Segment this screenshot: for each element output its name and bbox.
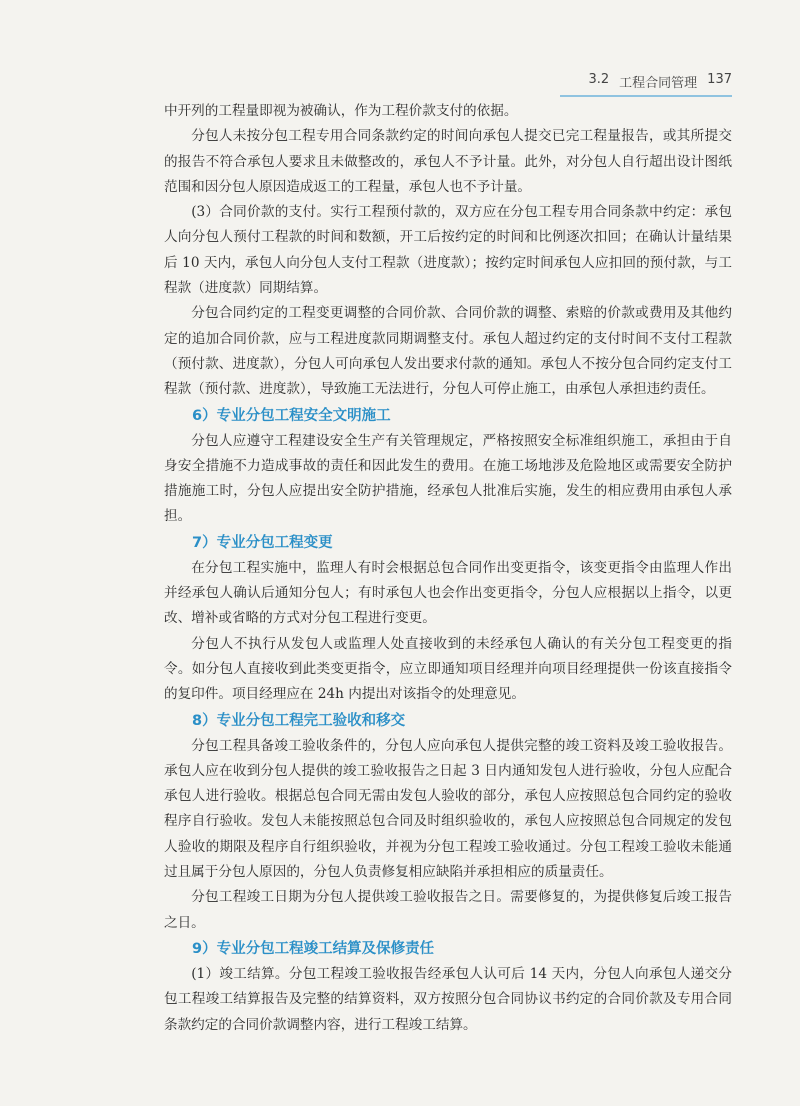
section-heading: 7）专业分包工程变更 (192, 534, 333, 551)
section-title: 工程合同管理 (619, 76, 698, 91)
section-heading: 8）专业分包工程完工验收和移交 (192, 712, 406, 729)
paragraph: 分包工程具备竣工验收条件的，分包人应向承包人提供完整的竣工资料及竣工验收报告。承包人应在收到分包人提供的竣工验收报告之日起 3 日内通知发包人进行验收，分包人应配合承包人进行验收。根据总包合同无需由发包人验收的部分，承包人应按照总包合同约定的验收程序自行验收。发包人未能按照总包合同及时组织验收的，承包人应按照总包合同规定的发包人验收的期限及程序自行组织验收，并视为分包工程竣工验收通过。分包工程竣工验收未能通过且属于分包人原因的，分包人负责修复相应缺陷并承担相应的质量责任。 (164, 737, 732, 881)
section-number: 3.2 (588, 72, 610, 87)
paragraph: 中开列的工程量即视为被确认，作为工程价款支付的依据。 (164, 103, 518, 119)
paragraph: 分包人不执行从发包人或监理人处直接收到的未经承包人确认的有关分包工程变更的指令。如分包人直接收到此类变更指令，应立即通知项目经理并向项目经理提供一份该直接指令的复印件。项目经理应在 24h 内提出对该指令的处理意见。 (164, 635, 732, 703)
paragraph: (1）竣工结算。分包工程竣工验收报告经承包人认可后 14 天内，分包人向承包人递交分包工程竣工结算报告及完整的结算资料，双方按照分包合同协议书约定的合同价款及专用合同条款约定的合同价款调整内容，进行工程竣工结算。 (164, 965, 732, 1033)
page-number: 137 (707, 72, 732, 87)
paragraph: (3）合同价款的支付。实行工程预付款的，双方应在分包工程专用合同条款中约定：承包人向分包人预付工程款的时间和数额，开工后按约定的时间和比例逐次扣回；在确认计量结果后 10 天内，承包人向分包人支付工程款（进度款）；按约定时间承包人应扣回的预付款，与工程款（进度款）同期结算。 (164, 204, 732, 297)
paragraph: 分包工程竣工日期为分包人提供竣工验收报告之日。需要修复的，为提供修复后竣工报告之日。 (164, 889, 732, 931)
page-body (164, 99, 732, 1038)
paragraph: 分包人应遵守工程建设安全生产有关管理规定，严格按照安全标准组织施工，承担由于自身安全措施不力造成事故的责任和因此发生的费用。在施工场地涉及危险地区或需要安全防护措施施工时，分包人应提出安全防护措施，经承包人批准后实施，发生的相应费用由承包人承担。 (164, 432, 732, 525)
running-header (560, 72, 732, 91)
header-rule (560, 95, 732, 97)
section-heading: 6）专业分包工程安全文明施工 (192, 407, 391, 424)
paragraph: 分包人未按分包工程专用合同条款约定的时间向承包人提交已完工程量报告，或其所提交的报告不符合承包人要求且未做整改的，承包人不予计量。此外，对分包人自行超出设计图纸范围和因分包人原因造成返工的工程量，承包人也不予计量。 (164, 128, 732, 195)
paragraph: 在分包工程实施中，监理人有时会根据总包合同作出变更指令，该变更指令由监理人作出并经承包人确认后通知分包人；有时承包人也会作出变更指令，分包人应根据以上指令，以更改、增补或省略的方式对分包工程进行变更。 (164, 559, 732, 627)
section-heading: 9）专业分包工程竣工结算及保修责任 (192, 940, 435, 957)
paragraph: 分包合同约定的工程变更调整的合同价款、合同价款的调整、索赔的价款或费用及其他约定的追加合同价款，应与工程进度款同期调整支付。承包人超过约定的支付时间不支付工程款（预付款、进度款），分包人可向承包人发出要求付款的通知。承包人不按分包合同约定支付工程款（预付款、进度款），导致施工无法进行，分包人可停止施工，由承包人承担违约责任。 (164, 305, 732, 398)
